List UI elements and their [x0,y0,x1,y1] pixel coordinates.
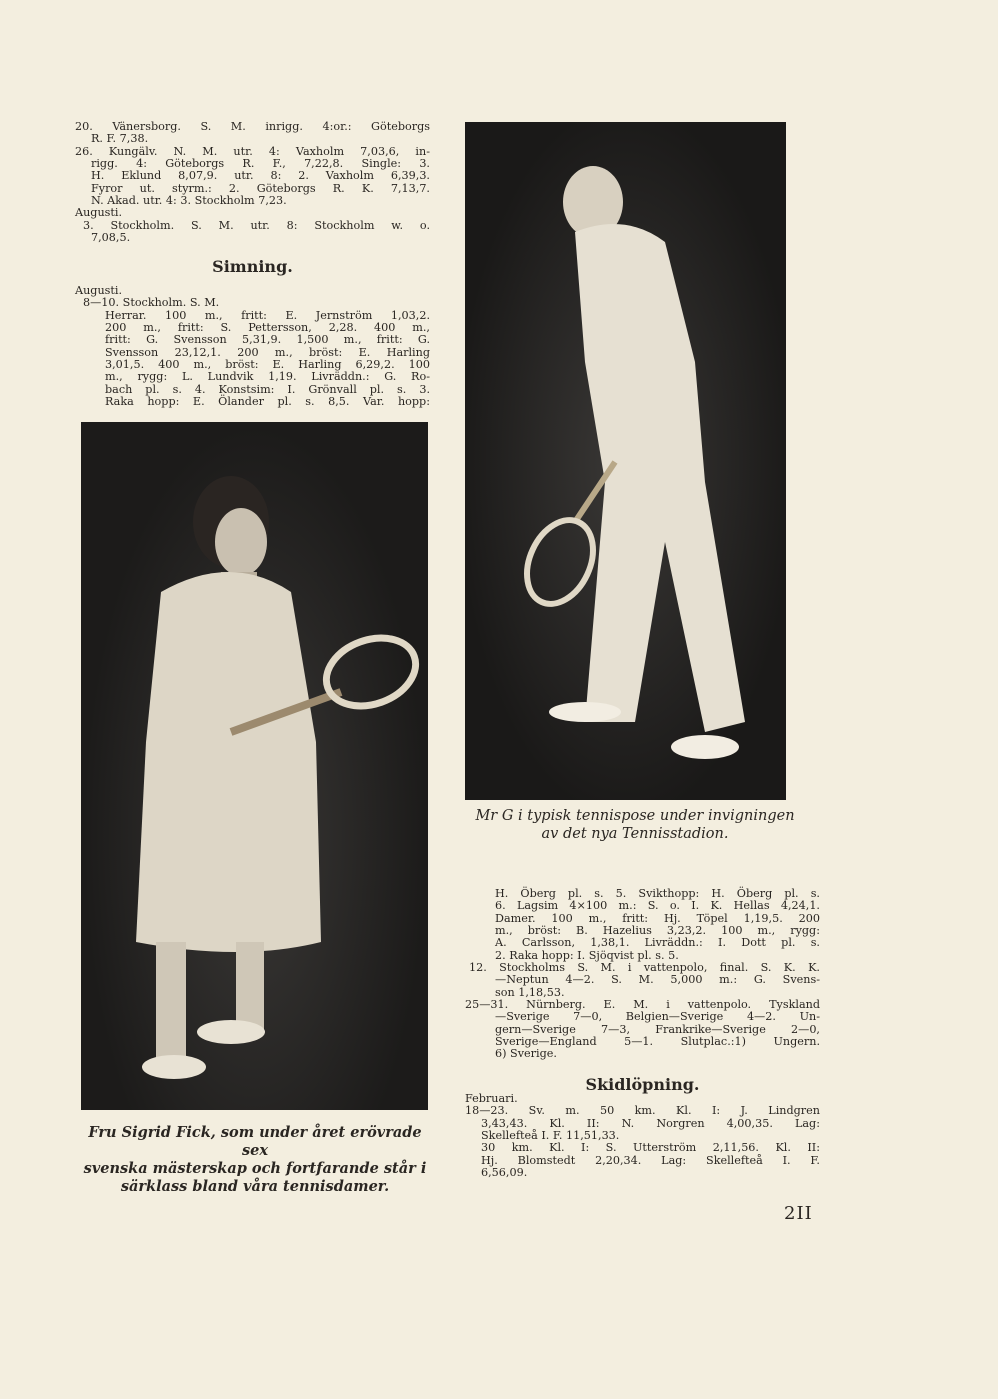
text-line: —Sverige 7—0, Belgien—Sverige 4—2. Un- [495,1010,820,1024]
text-line: 20. Vänersborg. S. M. inrigg. 4:or.: Göteborgs [75,120,430,133]
caption-line: svenska mästerskap och fortfarande står i [83,1160,427,1177]
section-heading-simning: Simning. [212,257,293,276]
text-line: Augusti. [75,206,123,220]
text-line: 8—10. Stockholm. S. M. [83,296,220,310]
text-line: Augusti. [75,284,123,297]
text-line: H. Eklund 8,07,9. utr. 8: 2. Vaxholm 6,39,3. [91,169,430,183]
rowing-results [75,121,430,244]
text-line: 200 m., fritt: S. Pettersson, 2,28. 400 m., [105,321,430,335]
text-line: Fyror ut. styrm.: 2. Göteborgs R. K. 7,13,7. [91,181,430,195]
page-number: 2II [784,1203,813,1224]
text-line: 18—23. Sv. m. 50 km. Kl. I: J. Lindgren [465,1104,820,1118]
text-line: 3,01,5. 400 m., bröst: E. Harling 6,29,2. 100 [105,358,430,372]
text-line: m., bröst: B. Hazelius 3,23,2. 100 m., rygg: [495,924,820,938]
swimming-results-continued [465,888,820,1061]
text-line: 25—31. Nürnberg. E. M. i vattenpolo. Tyskland [465,998,820,1012]
text-line: A. Carlsson, 1,38,1. Livräddn.: I. Dott pl. s. [495,936,820,950]
text-line: 3,43,43. Kl. II: N. Norgren 4,00,35. Lag: [481,1116,820,1130]
text-line: 2. Raka hopp: I. Sjöqvist pl. s. 5. [495,948,679,962]
text-line: Svensson 23,12,1. 200 m., bröst: E. Harling [105,345,430,359]
photo-man-tennis-player [465,122,786,800]
text-line: Damer. 100 m., fritt: Hj. Töpel 1,19,5. 200 [495,911,820,925]
text-line: Sverige—England 5—1. Slutplac.:1) Ungern. [495,1035,820,1049]
text-line: son 1,18,53. [495,985,565,999]
text-line: Skellefteå I. F. 11,51,33. [481,1129,620,1143]
text-line: gern—Sverige 7—3, Frankrike—Sverige 2—0, [495,1022,820,1036]
photo-woman-tennis-player [81,422,428,1110]
man-silhouette-figure [465,122,786,800]
text-line: R. F. 7,38. [91,132,149,146]
swimming-results [75,285,430,408]
text-line: rigg. 4: Göteborgs R. F., 7,22,8. Single: 3. [91,157,430,171]
text-line: Raka hopp: E. Ölander pl. s. 8,5. Var. hopp: [105,395,430,409]
caption-left-photo [75,1124,435,1196]
caption-line: särklass bland våra tennisdamer. [120,1178,390,1195]
text-line: 30 km. Kl. I: S. Utterström 2,11,56. Kl. II: [481,1141,820,1155]
caption-right-photo [450,807,820,843]
text-line: 3. Stockholm. S. M. utr. 8: Stockholm w. o. [83,218,430,232]
caption-line: Fru Sigrid Fick, som under året erövrade sex [88,1124,422,1159]
text-line: 26. Kungälv. N. M. utr. 4: Vaxholm 7,03,6, in- [75,144,430,158]
text-line: Februari. [465,1092,518,1105]
section-heading-skidlopning: Skidlöpning. [585,1075,700,1094]
text-line: N. Akad. utr. 4: 3. Stockholm 7,23. [91,194,287,208]
text-line: m., rygg: L. Lundvik 1,19. Livräddn.: G. Ro- [105,370,430,384]
text-line: Hj. Blomstedt 2,20,34. Lag: Skellefteå I. F. [481,1153,820,1167]
text-line: 6,56,09. [481,1166,528,1180]
text-line: H. Öberg pl. s. 5. Svikthopp: H. Öberg pl. s. [495,887,820,900]
text-line: —Neptun 4—2. S. M. 5,000 m.: G. Svens- [495,973,820,987]
text-line: fritt: G. Svensson 5,31,9. 1,500 m., fritt: G. [105,333,430,347]
text-line: Herrar. 100 m., fritt: E. Jernström 1,03,2. [105,308,430,322]
skiing-results [465,1093,820,1179]
caption-line: Mr G i typisk tennispose under invigningen [475,808,795,824]
text-line: 12. Stockholms S. M. i vattenpolo, final. S. K. K. [469,961,820,975]
text-line: bach pl. s. 4. Konstsim: I. Grönvall pl. s. 3. [105,382,430,396]
text-line: 7,08,5. [91,231,131,245]
text-line: 6) Sverige. [495,1047,557,1061]
caption-line: av det nya Tennisstadion. [541,826,729,842]
woman-silhouette-figure [81,422,428,1110]
text-line: 6. Lagsim 4×100 m.: S. o. I. K. Hellas 4,24,1. [495,899,820,913]
